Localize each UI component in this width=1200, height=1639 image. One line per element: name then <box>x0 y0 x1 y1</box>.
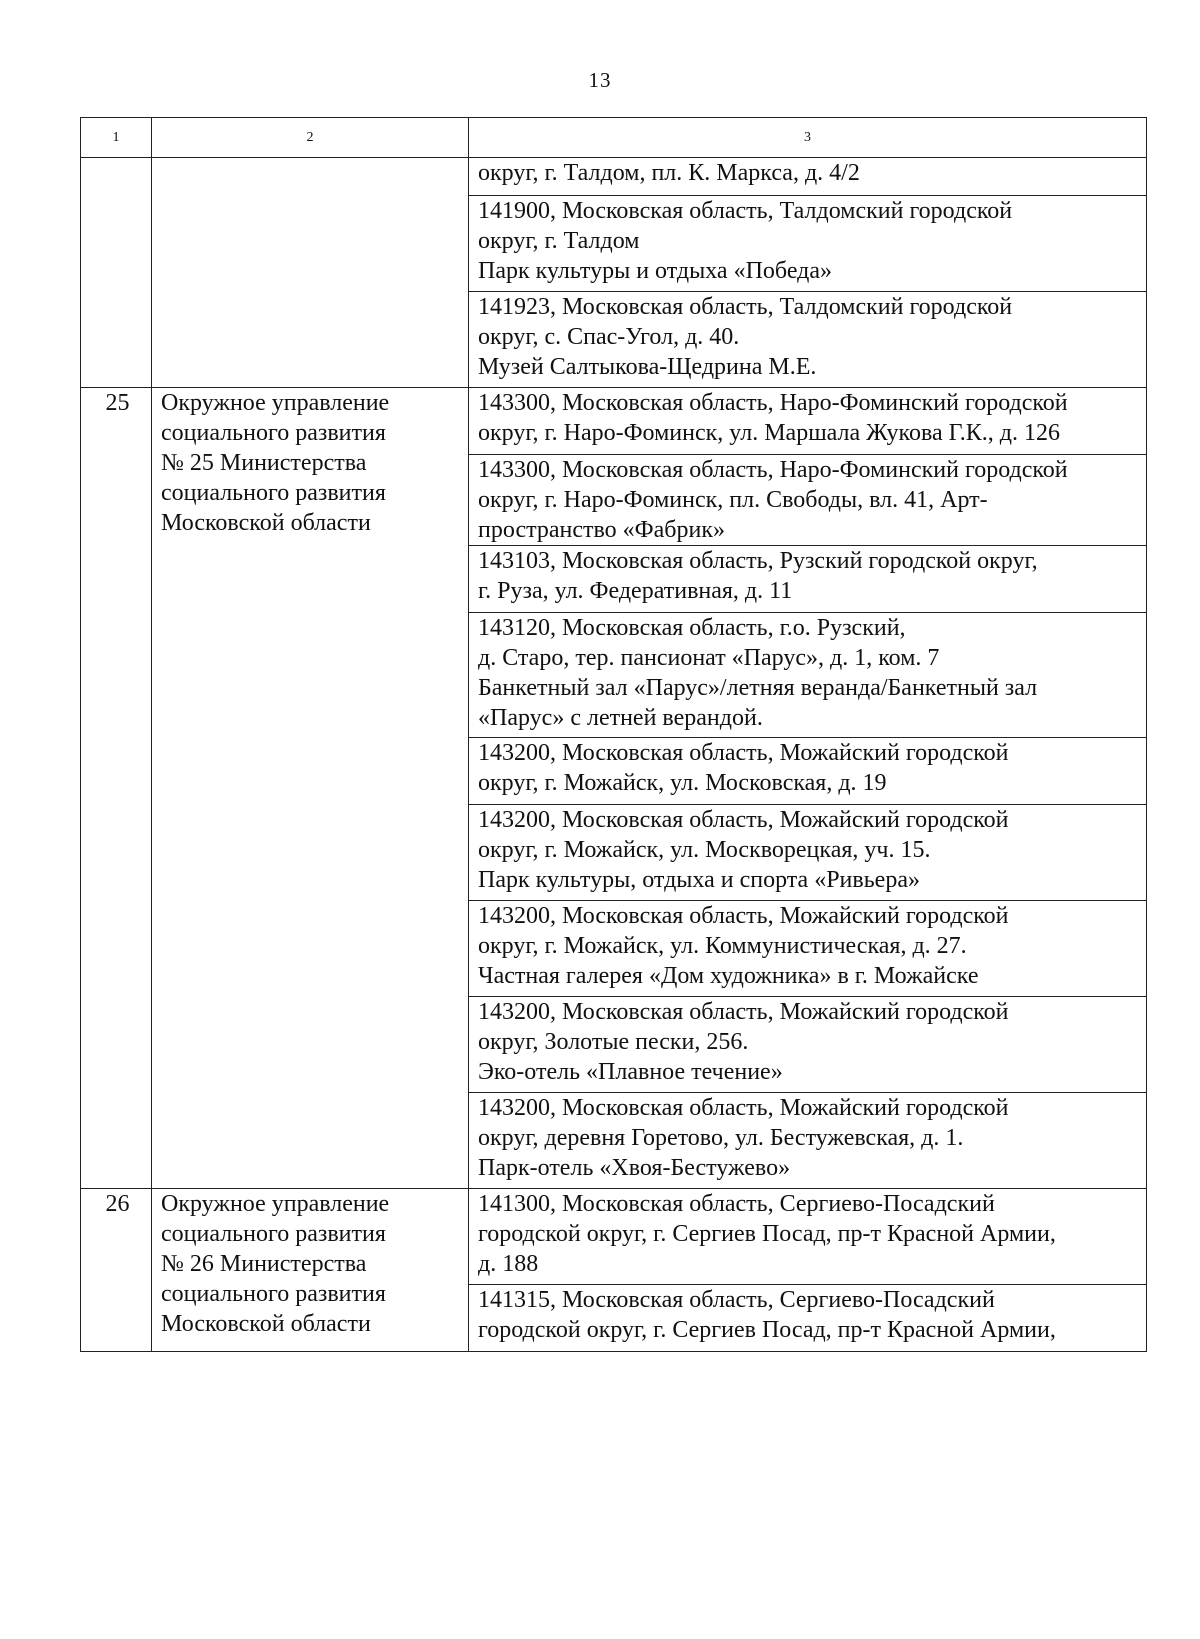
row-number-25: 25 <box>81 388 152 1189</box>
table-header-row <box>81 118 1147 158</box>
address-cell: 143200, Московская область, Можайский городской округ, Золотые пески, 256. Эко-отель «Плавное течение» <box>469 997 1147 1093</box>
org-name-25: Окружное управление социального развития № 25 Министерства социального развития Московской области <box>152 388 469 1189</box>
address-cell: округ, г. Талдом, пл. К. Маркса, д. 4/2 <box>469 158 1147 196</box>
address-cell: 143200, Московская область, Можайский городской округ, г. Можайск, ул. Коммунистическая, д. 27. Частная галерея «Дом художника» в г. Можайске <box>469 901 1147 997</box>
address-cell: 143300, Московская область, Наро-Фоминский городской округ, г. Наро-Фоминск, пл. Свободы, вл. 41, Арт- пространство «Фабрик» <box>469 455 1147 546</box>
prev-org-cell <box>152 158 469 388</box>
address-cell: 141900, Московская область, Талдомский городской округ, г. Талдом Парк культуры и отдыха «Победа» <box>469 196 1147 292</box>
page-number: 13 <box>588 68 612 92</box>
address-cell: 141315, Московская область, Сергиево-Посадский городской округ, г. Сергиев Посад, пр-т Красной Армии, <box>469 1285 1147 1352</box>
table-row <box>81 158 1147 196</box>
org-name-26: Окружное управление социального развития № 26 Министерства социального развития Московской области <box>152 1189 469 1352</box>
header-col-3: 3 <box>469 118 1147 158</box>
header-col-2: 2 <box>152 118 469 158</box>
table-row <box>81 1189 1147 1285</box>
prev-number-cell <box>81 158 152 388</box>
address-cell: 141923, Московская область, Талдомский городской округ, с. Спас-Угол, д. 40. Музей Салтыкова-Щедрина М.Е. <box>469 292 1147 388</box>
address-cell: 141300, Московская область, Сергиево-Посадский городской округ, г. Сергиев Посад, пр-т Красной Армии, д. 188 <box>469 1189 1147 1285</box>
address-cell: 143200, Московская область, Можайский городской округ, г. Можайск, ул. Московская, д. 19 <box>469 738 1147 805</box>
address-cell: 143200, Московская область, Можайский городской округ, г. Можайск, ул. Москворецкая, уч. 15. Парк культуры, отдыха и спорта «Ривьера» <box>469 805 1147 901</box>
address-cell: 143103, Московская область, Рузский городской округ, г. Руза, ул. Федеративная, д. 11 <box>469 546 1147 613</box>
row-number-26: 26 <box>81 1189 152 1352</box>
table-row <box>81 388 1147 455</box>
address-cell: 143200, Московская область, Можайский городской округ, деревня Горетово, ул. Бестужевская, д. 1. Парк-отель «Хвоя-Бестужево» <box>469 1093 1147 1189</box>
address-cell: 143300, Московская область, Наро-Фоминский городской округ, г. Наро-Фоминск, ул. Маршала Жукова Г.К., д. 126 <box>469 388 1147 455</box>
venues-table <box>80 117 1147 1352</box>
header-col-1: 1 <box>81 118 152 158</box>
address-cell: 143120, Московская область, г.о. Рузский, д. Старо, тер. пансионат «Парус», д. 1, ком. 7 Банкетный зал «Парус»/летняя веранда/Банкетный зал «Парус» с летней верандой. <box>469 613 1147 738</box>
